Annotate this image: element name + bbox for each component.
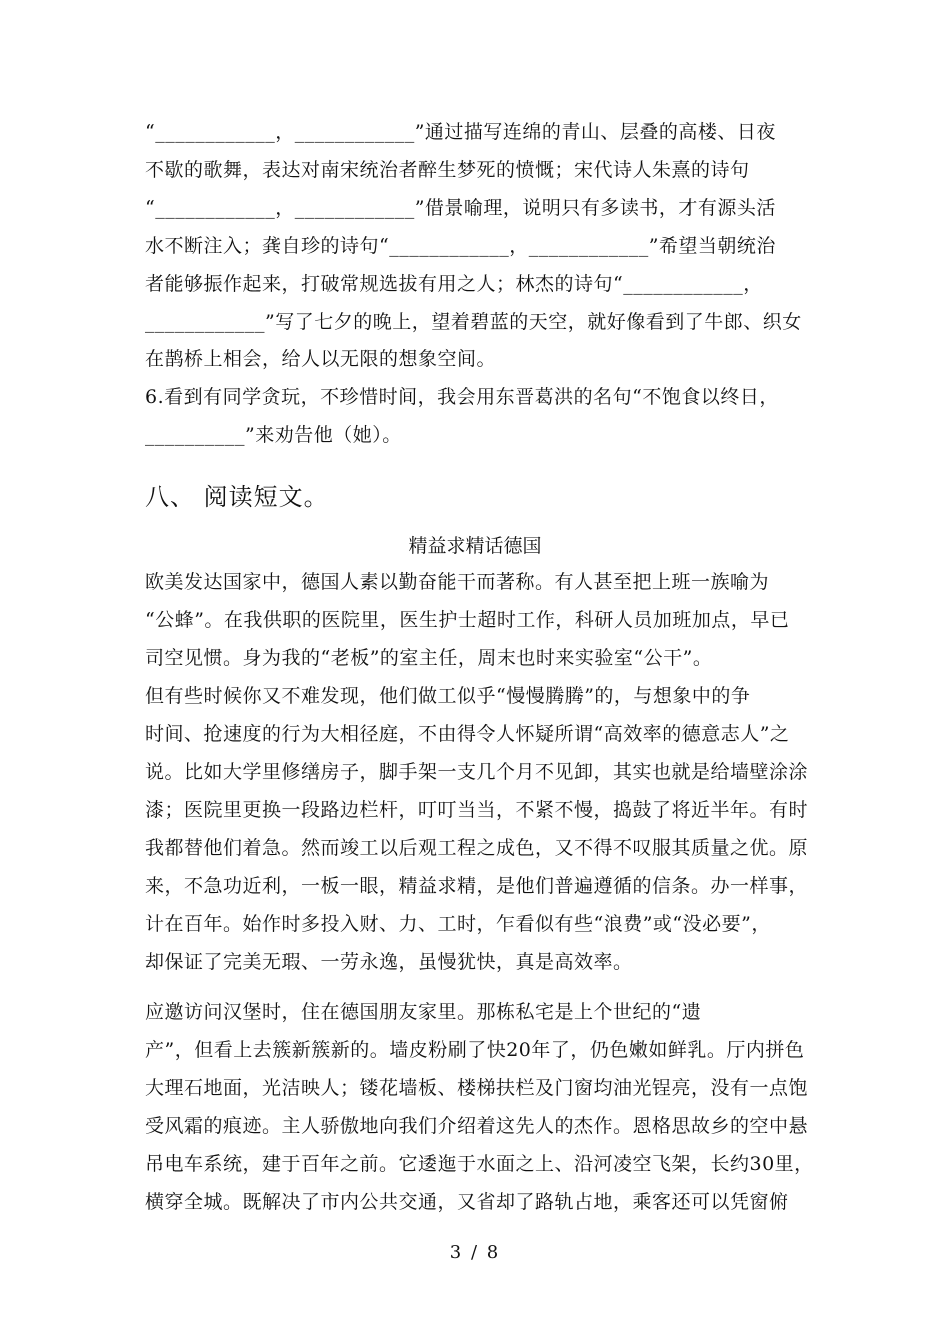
article-line: 漆；医院里更换一段路边栏杆，叮叮当当，不紧不慢，捣鼓了将近半年。有时 xyxy=(145,799,809,821)
article-line: 受风霜的痕迹。主人骄傲地向我们介绍着这先人的杰作。恩格思故乡的空中悬 xyxy=(145,1115,809,1137)
article-line: 却保证了完美无瑕、一劳永逸，虽慢犹快，真是高效率。 xyxy=(145,951,633,973)
article-line: 欧美发达国家中，德国人素以勤奋能干而著称。有人甚至把上班一族喻为 xyxy=(145,571,770,593)
fill-line-7: 在鹊桥上相会，给人以无限的想象空间。 xyxy=(145,348,497,370)
article-line: 产”，但看上去簇新簇新的。墙皮粉刷了快20年了，仍色嫩如鲜乳。厅内拼色 xyxy=(145,1039,805,1061)
section-heading: 八、 阅读短文。 xyxy=(145,483,329,511)
article-line: 应邀访问汉堡时，住在德国朋友家里。那栋私宅是上个世纪的“遗 xyxy=(145,1001,702,1023)
page-number: 3 / 8 xyxy=(449,1242,501,1263)
article-line: 来，不急功近利，一板一眼，精益求精，是他们普遍遵循的信条。办一样事， xyxy=(145,875,809,897)
fill-line-3: “____________，____________”借景喻理，说明只有多读书，才有源头活 xyxy=(145,197,776,219)
article-line: 我都替他们着急。然而竣工以后观工程之成色，又不得不叹服其质量之优。原 xyxy=(145,837,809,859)
article-line: 时间、抢速度的行为大相径庭，不由得令人怀疑所谓“高效率的德意志人”之 xyxy=(145,723,790,745)
article-line: 但有些时候你又不难发现，他们做工似乎“慢慢腾腾”的，与想象中的争 xyxy=(145,685,751,707)
article-line: 横穿全城。既解决了市内公共交通，又省却了路轨占地，乘客还可以凭窗俯 xyxy=(145,1191,789,1213)
fill-line-5: 者能够振作起来，打破常规选拔有用之人；林杰的诗句“____________， xyxy=(145,273,763,295)
fill-line-4: 水不断注入；龚自珍的诗句“____________，____________”希望当朝统治 xyxy=(145,235,776,257)
question-6-line-2: __________”来劝告他（她）。 xyxy=(145,424,402,446)
article-line: 计在百年。始作时多投入财、力、工时，乍看似有些“浪费”或“没必要”， xyxy=(145,913,771,935)
article-line: “公蜂”。在我供职的医院里，医生护士超时工作，科研人员加班加点，早已 xyxy=(145,609,790,631)
article-line: 司空见惯。身为我的“老板”的室主任，周末也时来实验室“公干”。 xyxy=(145,647,713,669)
question-6-line-1: 6.看到有同学贪玩，不珍惜时间，我会用东晋葛洪的名句“不饱食以终日， xyxy=(145,386,779,408)
article-line: 大理石地面，光洁映人；镂花墙板、楼梯扶栏及门窗均油光锃亮，没有一点饱 xyxy=(145,1077,809,1099)
article-line: 吊电车系统，建于百年之前。它逶迤于水面之上、沿河凌空飞架，长约30里， xyxy=(145,1153,814,1175)
fill-line-1: “____________，____________”通过描写连绵的青山、层叠的高楼、日夜 xyxy=(145,121,776,143)
article-line: 说。比如大学里修缮房子，脚手架一支几个月不见卸，其实也就是给墙壁涂涂 xyxy=(145,761,809,783)
fill-line-6: ____________”写了七夕的晚上，望着碧蓝的天空，就好像看到了牛郎、织女 xyxy=(145,311,802,333)
article-title: 精益求精话德国 xyxy=(408,535,542,557)
fill-line-2: 不歇的歌舞，表达对南宋统治者醉生梦死的愤慨；宋代诗人朱熹的诗句 xyxy=(145,159,750,181)
